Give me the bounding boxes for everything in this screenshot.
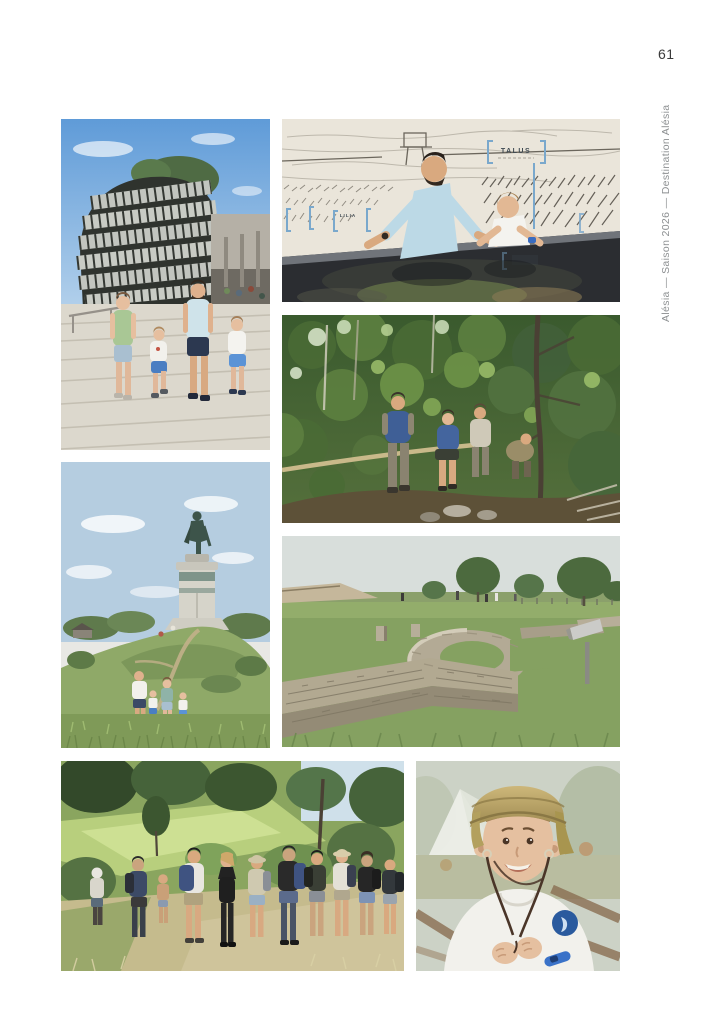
photo-forest-trail-hike [282, 315, 620, 523]
panorama-label-lilia: LILIA [339, 213, 357, 218]
boy-helmet-illustration [416, 761, 620, 971]
ruins-illustration [282, 536, 620, 747]
panorama-label-talus: TALUS [500, 148, 532, 155]
statue-hill-illustration [61, 462, 270, 748]
page-number: 61 [658, 46, 675, 62]
photo-gallo-roman-ruins [282, 536, 620, 747]
interactive-table-illustration [282, 119, 620, 302]
group-walk-illustration [61, 761, 404, 971]
photo-vercingetorix-statue [61, 462, 270, 748]
photo-museum-family-stairs [61, 119, 270, 450]
photo-interactive-table-panorama [282, 119, 620, 302]
forest-trail-illustration [282, 315, 620, 523]
museum-family-illustration [61, 119, 270, 450]
photo-guided-group-walk [61, 761, 404, 971]
sidebar-caption: Alésia — Saison 2026 — Destination Alésia [660, 104, 672, 322]
photo-boy-roman-helmet [416, 761, 620, 971]
